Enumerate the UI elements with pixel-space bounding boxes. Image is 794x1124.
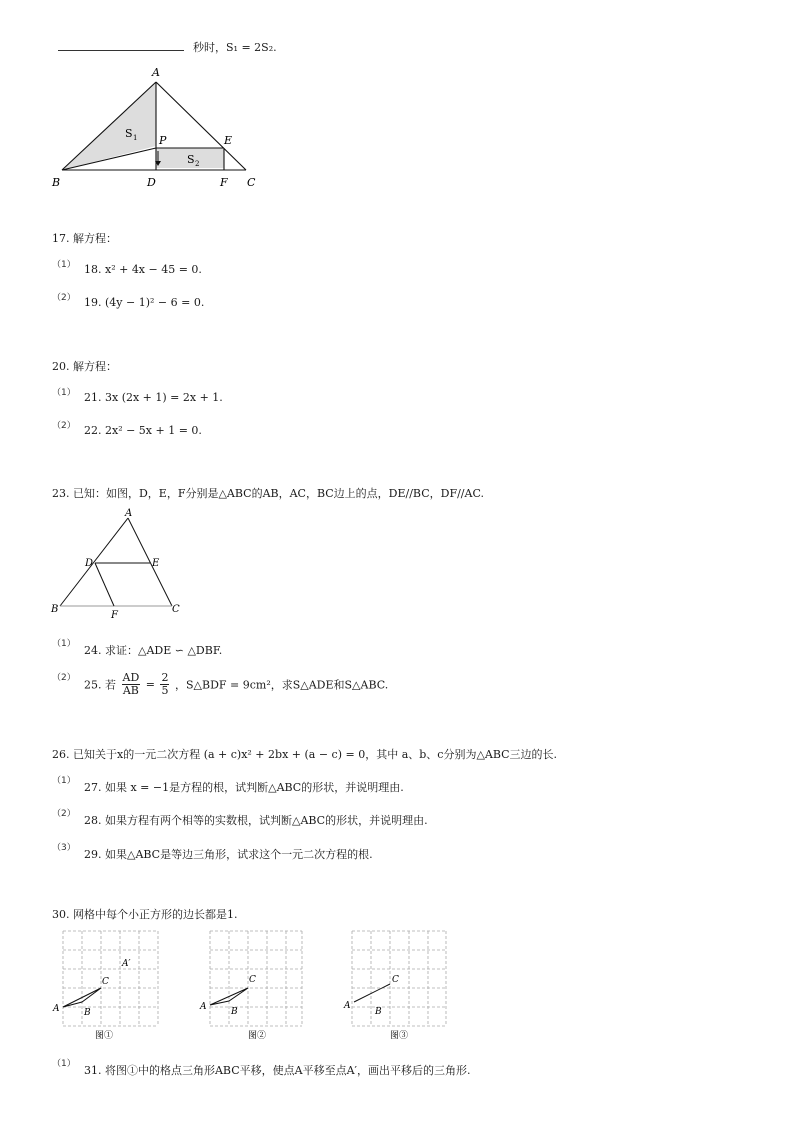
label-S2: S — [187, 153, 195, 166]
label-C: C — [249, 975, 256, 985]
grid-figure-2 — [196, 926, 326, 1044]
label-C: C — [392, 975, 399, 985]
label-S1: S — [125, 127, 133, 140]
caption-fig1: 图① — [95, 1031, 114, 1041]
label-B: B — [51, 604, 59, 615]
q20-part2-text: 22. 2x² − 5x + 1 = 0. — [84, 424, 202, 437]
q26-heading: 26. 已知关于x的一元二次方程 (a + c)x² + 2bx + (a − c) = 0，其中 a、b、c分别为△ABC三边的长. — [52, 748, 558, 761]
grid-figure-1 — [48, 926, 188, 1044]
label-A: A — [200, 1002, 207, 1012]
label-C: C — [102, 977, 109, 987]
q26-part1-text: 27. 如果 x = −1是方程的根，试判断△ABC的形状，并说明理由. — [84, 781, 404, 794]
label-A: A — [53, 1004, 60, 1014]
q26-part2-marker: （2） — [52, 809, 76, 819]
label-A: A — [152, 66, 160, 79]
label-A: A — [125, 508, 133, 519]
answer-blank[interactable] — [58, 42, 184, 51]
label-F: F — [111, 610, 118, 621]
svg-text:2: 2 — [195, 160, 200, 168]
q26-part1-marker: （1） — [52, 776, 76, 786]
label-F: F — [220, 176, 228, 189]
grid-figure-3 — [338, 926, 468, 1044]
q30-heading: 30. 网格中每个小正方形的边长都是1. — [52, 908, 238, 921]
q23-part1-marker: （1） — [52, 639, 76, 649]
q30-part1-marker: （1） — [52, 1059, 76, 1069]
q20-part1-text: 21. 3x (2x + 1) = 2x + 1. — [84, 391, 223, 404]
label-D: D — [147, 176, 156, 189]
q23-heading: 23. 已知：如图，D，E，F分别是△ABC的AB，AC，BC边上的点，DE//BC，DF//AC. — [52, 487, 484, 500]
label-E: E — [152, 558, 160, 569]
q30-part1-text: 31. 将图①中的格点三角形ABC平移，使点A平移至点A′，画出平移后的三角形. — [84, 1064, 471, 1077]
label-B: B — [375, 1007, 382, 1017]
label-B: B — [84, 1008, 91, 1018]
figure-23 — [48, 508, 198, 628]
caption-fig3: 图③ — [390, 1031, 409, 1041]
figure-16 — [50, 62, 280, 192]
caption-fig2: 图② — [248, 1031, 267, 1041]
q16-tail-text: 秒时，S₁ = 2S₂. — [193, 41, 277, 54]
label-A-prime: A′ — [122, 959, 131, 969]
q17-part1-text: 18. x² + 4x − 45 = 0. — [84, 263, 202, 276]
q20-heading: 20. 解方程： — [52, 360, 117, 373]
label-A: A — [344, 1001, 351, 1011]
svg-text:1: 1 — [133, 134, 138, 142]
label-C: C — [172, 604, 180, 615]
q17-part2-marker: （2） — [52, 293, 76, 303]
q20-part1-marker: （1） — [52, 388, 76, 398]
label-E: E — [224, 134, 233, 147]
q17-part2-text: 19. (4y − 1)² − 6 = 0. — [84, 296, 205, 309]
q17-part1-marker: （1） — [52, 260, 76, 270]
q23-part1-text: 24. 求证：△ADE ∽ △DBF. — [84, 644, 223, 657]
label-C: C — [247, 176, 256, 189]
q17-heading: 17. 解方程： — [52, 232, 117, 245]
q26-part2-text: 28. 如果方程有两个相等的实数根，试判断△ABC的形状，并说明理由. — [84, 814, 428, 827]
q23-part2-marker: （2） — [52, 673, 76, 683]
label-B: B — [52, 176, 61, 189]
label-P: P — [159, 134, 167, 147]
q23-part2-text: 25. 若 $\frac{AD}{AB}$ = $\frac{2}{5}$ ，S△BDF = 9cm²，求S△ADE和S△ABC. — [84, 671, 389, 697]
fraction-2-5: $\frac{2}{5}$ — [161, 671, 169, 697]
q26-part3-marker: （3） — [52, 843, 76, 853]
label-D: D — [85, 558, 94, 569]
label-B: B — [231, 1007, 238, 1017]
q26-part3-text: 29. 如果△ABC是等边三角形，试求这个一元二次方程的根. — [84, 848, 373, 861]
fraction-ad-ab: $\frac{AD}{AB}$ — [122, 671, 140, 697]
q20-part2-marker: （2） — [52, 421, 76, 431]
